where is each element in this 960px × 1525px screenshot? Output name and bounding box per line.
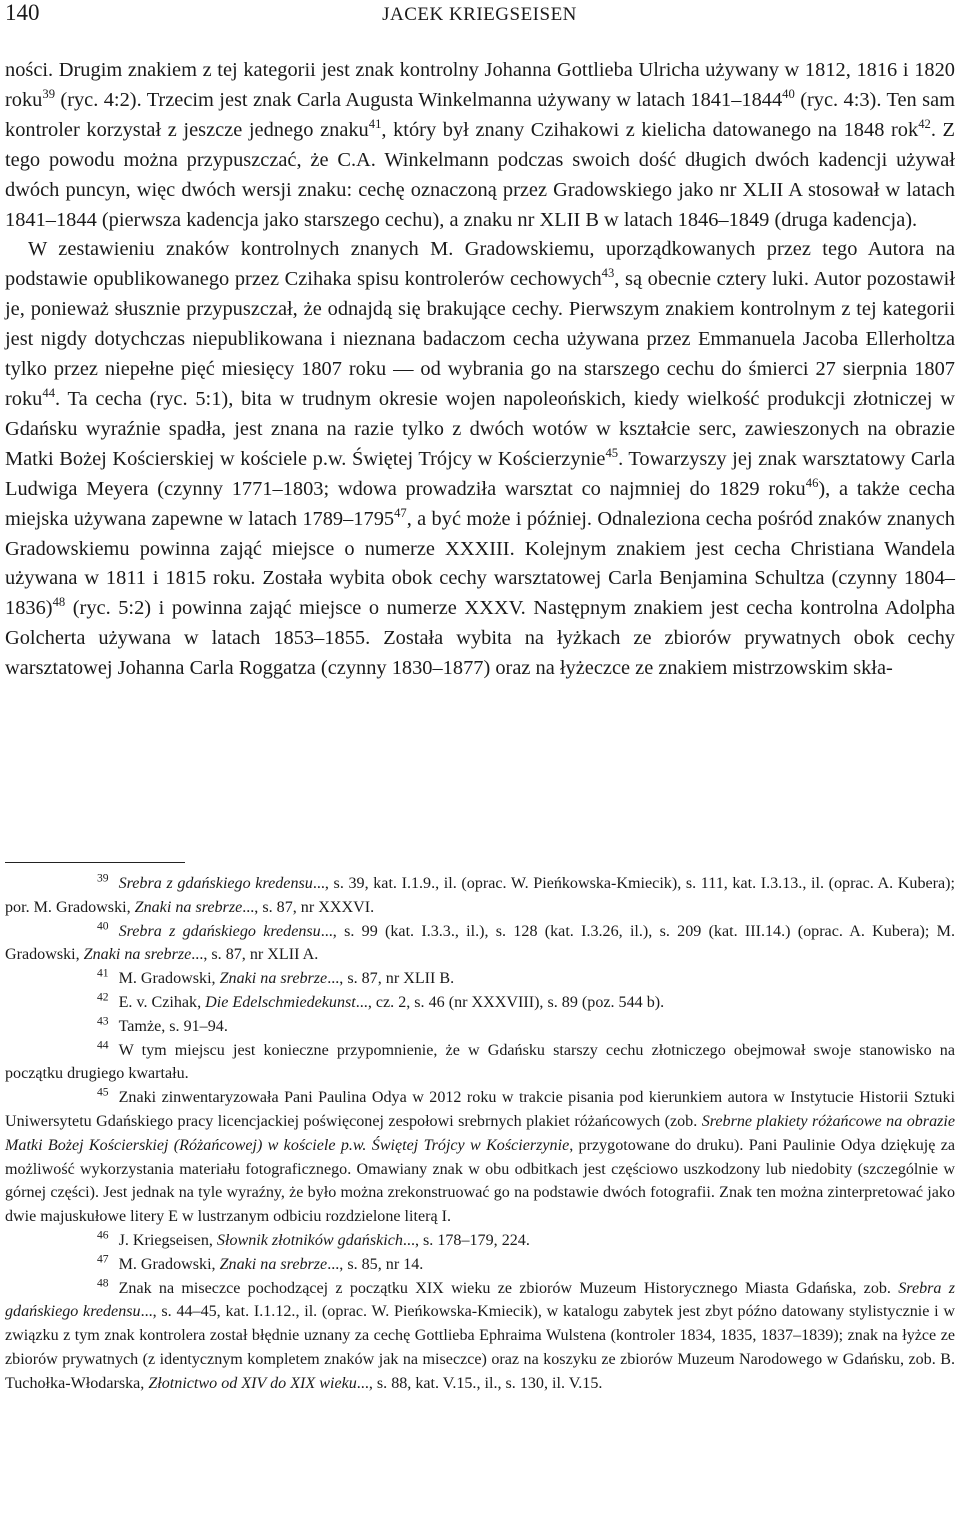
text-run: M. Gradowski,: [118, 1255, 220, 1273]
text-run: Znaki zinwentaryzowała Pani Paulina Odya w 2012 roku w trakcie pisania pod kierunkiem autora w Instytucie Historii Sztuki Uniwersytetu Gdańskiego pracy licencjackiej poświęconej zespołowi srebrnych plakiet różańcowych (zob.: [5, 1089, 955, 1130]
text-run: ..., s. 39, kat. I.1.9., il. (oprac. W. Pieńkowska-Kmiecik), s. 111, kat. I.3.13., il. (oprac. A. Kubera); por. M. Gradowski,: [5, 875, 955, 916]
footnote-number-wrap: [50, 1039, 109, 1063]
footnote-reference: 47: [394, 505, 407, 520]
footnote-reference: 41: [368, 117, 382, 132]
italic-title: Znaki na srebrze: [83, 946, 192, 964]
footnote-47: [5, 1253, 955, 1277]
text-run: ..., s. 87, nr XLII B.: [327, 970, 455, 988]
footnote-number: 43: [97, 1014, 109, 1028]
text-run: ), a także cecha miejska używana zapewne w latach 1789–1795: [5, 477, 955, 530]
text-run: M. Gradowski,: [118, 970, 220, 988]
footnote-48: [5, 1277, 955, 1396]
text-run: ..., s. 85, nr 14.: [327, 1255, 424, 1273]
footnote-41: [5, 967, 955, 991]
footnote-reference: 40: [782, 87, 795, 102]
italic-title: Srebrne plakiety różańcowe na obrazie Matki Bożej Kościerskiej (Różańcowej) w kościele p.w. Świętej Trójcy w Kościerzynie: [5, 1112, 955, 1154]
italic-title: Srebra z gdańskiego kredensu: [118, 922, 321, 940]
footnote-number-wrap: [50, 1086, 109, 1110]
page-number: 140: [5, 0, 40, 25]
footnote-number: 39: [97, 871, 109, 885]
text-run: , a być może i później. Odnaleziona cecha pośród znaków znanych Gradowskiemu powinna zająć miejsce o numerze XXXIII. Kolejnym znakiem jest cecha Christiana Wandela używana w 1811 i 1815 roku. Została wybita obok cechy warsztatowej Carla Benjamina Schultza (czynny 1804–1836): [5, 507, 955, 620]
text-run: (ryc. 4:2). Trzecim jest znak Carla Augusta Winkelmanna używany w latach 1841–1844: [55, 88, 783, 111]
footnote-42: [5, 991, 955, 1015]
text-run: (ryc. 5:2) i powinna zająć miejsce o numerze XXXV. Następnym znakiem jest cecha kontrolna Adolpha Golcherta używana w latach 1853–1855. Została wybita na łyżkach ze zbiorów prywatnych obok cechy warsztatowej Johanna Carla Roggatza (czynny 1830–1877) oraz na łyżeczce ze znakiem mistrzowskim skła-: [5, 597, 955, 680]
footnote-40: [5, 920, 955, 968]
italic-title: Srebra z gdańskiego kredensu: [118, 875, 313, 892]
text-run: ności. Drugim znakiem z tej kategorii jest znak kontrolny Johanna Gottlieba Ulricha używany w 1812, 1816 i 1820 roku: [5, 59, 955, 111]
italic-title: Słownik złotników gdańskich: [216, 1231, 403, 1249]
text-run: . Z tego powodu można przypuszczać, że C.A. Winkelmann podczas swoich dość długich dwóch kadencji używał dwóch puncyn, więc dwóch wersji znaku: cechę oznaczoną przez Gradowskiego jako nr XLII A stosował w latach 1841–1844 (pierwsza kadencja jako starszego cechu), a znaku nr XLII B w latach 1846–1849 (druga kadencja).: [5, 118, 956, 231]
text-run: ..., s. 44–45, kat. I.1.12., il. (oprac. W. Pieńkowska-Kmiecik), w katalogu zabytek jest zbyt późno datowany stylistycznie i w związku z tym znak kontrolera został błędnie uznany za cechę Gottlieba Ephraima Wulstena (kontroler 1834, 1835, 1837–1839); znak na łyżce ze zbiorów prywatnych (z identycznym kompletem znaków jak na miseczce) oraz na koszyku ze zbiorów Muzeum Narodowego w Gdańsku, zob. B. Tuchołka-Włodarska,: [5, 1303, 955, 1392]
text-run: ..., s. 87, nr XLII A.: [191, 946, 319, 964]
main-text: [5, 56, 955, 684]
text-run: J. Kriegseisen,: [118, 1231, 217, 1249]
footnote-number: 47: [97, 1252, 109, 1266]
text-run: Znak na miseczce pochodzącej z początku XIX wieku ze zbiorów Muzeum Historycznego Miasta Gdańska, zob.: [118, 1279, 899, 1297]
italic-title: Złotnictwo od XIV do XIX wieku: [148, 1374, 357, 1392]
footnote-separator: [5, 862, 185, 863]
footnote-reference: 42: [918, 117, 931, 132]
text-run: ..., s. 99 (kat. I.3.3., il.), s. 128 (kat. I.3.26, il.), s. 209 (kat. III.14.) (oprac. A. Kubera); M. Gradowski,: [5, 922, 955, 964]
text-run: . Towarzyszy jej znak warsztatowy Carla Ludwiga Meyera (czynny 1771–1803; wdowa prowadziła warsztat co najmniej do 1829 roku: [5, 447, 955, 500]
footnote-number-wrap: [50, 1015, 109, 1039]
footnote-number: 44: [97, 1038, 109, 1052]
footnote-number-wrap: [50, 991, 109, 1015]
footnote-45: [5, 1086, 955, 1229]
footnote-reference: 43: [601, 266, 615, 281]
footnote-number: 42: [97, 990, 109, 1004]
paragraph-1: [5, 56, 955, 235]
text-run: ..., cz. 2, s. 46 (nr XXXVIII), s. 89 (poz. 544 b).: [355, 993, 665, 1011]
footnote-number-wrap: [50, 1277, 109, 1301]
footnote-39: [5, 872, 955, 920]
italic-title: Znaki na srebrze: [134, 898, 243, 916]
running-head: JACEK KRIEGSEISEN: [382, 4, 577, 25]
footnote-reference: 46: [805, 475, 819, 490]
footnote-number-wrap: [50, 1253, 109, 1277]
footnote-44: [5, 1039, 955, 1087]
italic-title: Znaki na srebrze: [219, 1255, 328, 1273]
italic-title: Die Edelschmiedekunst: [205, 993, 356, 1011]
footnote-reference: 44: [42, 386, 56, 401]
text-run: W zestawieniu znaków kontrolnych znanych M. Gradowskiemu, uporządkowanych przez tego Autora na podstawie opublikowanego przez Czihaka spisu kontrolerów cechowych: [5, 238, 955, 291]
footnote-46: [5, 1229, 955, 1253]
footnote-number: 46: [97, 1228, 109, 1242]
text-run: , są obecnie cztery luki. Autor pozostawił je, ponieważ słusznie przypuszczał, że odnajdą się brakujące cechy. Pierwszym znakiem kontrolnym z tej kategorii jest nigdy dotychczas niepublikowana i nieznana badaczom cecha używana przez Emmanuela Jacoba Ellerholtza tylko przez niepełne pięć miesięcy 1807 roku — od wybrania go na starszego cechu do śmierci 27 sierpnia 1807 roku: [5, 268, 955, 410]
footnote-number-wrap: [50, 1229, 109, 1253]
italic-title: Srebra z gdańskiego kredensu: [5, 1279, 955, 1321]
text-run: ..., s. 178–179, 224.: [402, 1231, 530, 1249]
text-run: , przygotowane do druku). Pani Paulinie Odya dziękuję za możliwość wykorzystania materiału fotograficznego. Omawiany znak w obu odbitkach jest częściowo uszkodzony lub niedobity (szczególnie w górnej części). Jest jednak na tyle wyraźny, że było można zrekonstruować go na podstawie dwóch fotografii. Znak ten można zinterpretować jako dwie majuskułowe litery E w lustrzanym odbiciu rozdzielone literą I.: [5, 1136, 956, 1226]
footnotes: [5, 872, 955, 1396]
text-run: E. v. Czihak,: [118, 993, 206, 1011]
footnote-number-wrap: [50, 920, 109, 944]
text-run: (ryc. 4:3). Ten sam kontroler korzystał z jeszcze jednego znaku: [5, 88, 955, 141]
footnote-number: 45: [97, 1085, 109, 1099]
footnote-number: 48: [97, 1276, 109, 1290]
text-run: ..., s. 87, nr XXXVI.: [242, 898, 375, 916]
text-run: ..., s. 88, kat. V.15., il., s. 130, il. V.15.: [356, 1374, 603, 1392]
paragraph-2: [5, 235, 955, 684]
footnote-reference: 48: [52, 595, 66, 610]
footnote-reference: 39: [42, 87, 56, 102]
footnote-number: 41: [97, 966, 109, 980]
footnote-number-wrap: [50, 872, 109, 896]
page-header: [5, 0, 954, 40]
text-run: W tym miejscu jest konieczne przypomnienie, że w Gdańsku starszy cechu złotniczego obejmował swoje stanowisko na początku drugiego kwartału.: [5, 1041, 955, 1083]
footnote-number-wrap: [50, 967, 109, 991]
text-run: , który był znany Czihakowi z kielicha datowanego na 1848 rok: [381, 118, 919, 141]
footnote-number: 40: [97, 919, 109, 933]
text-run: . Ta cecha (ryc. 5:1), bita w trudnym okresie wojen napoleońskich, kiedy wielkość produkcji złotniczej w Gdańsku wyraźnie spadła, jest znana na razie tylko z dwóch wotów w kształcie serc, zawieszonych na obrazie Matki Bożej Kościerskiej w kościele p.w. Świętej Trójcy w Kościerzynie: [5, 387, 955, 470]
text-run: Tamże, s. 91–94.: [118, 1017, 228, 1035]
footnote-reference: 45: [605, 445, 619, 460]
footnote-43: [5, 1015, 955, 1039]
italic-title: Znaki na srebrze: [219, 970, 328, 988]
